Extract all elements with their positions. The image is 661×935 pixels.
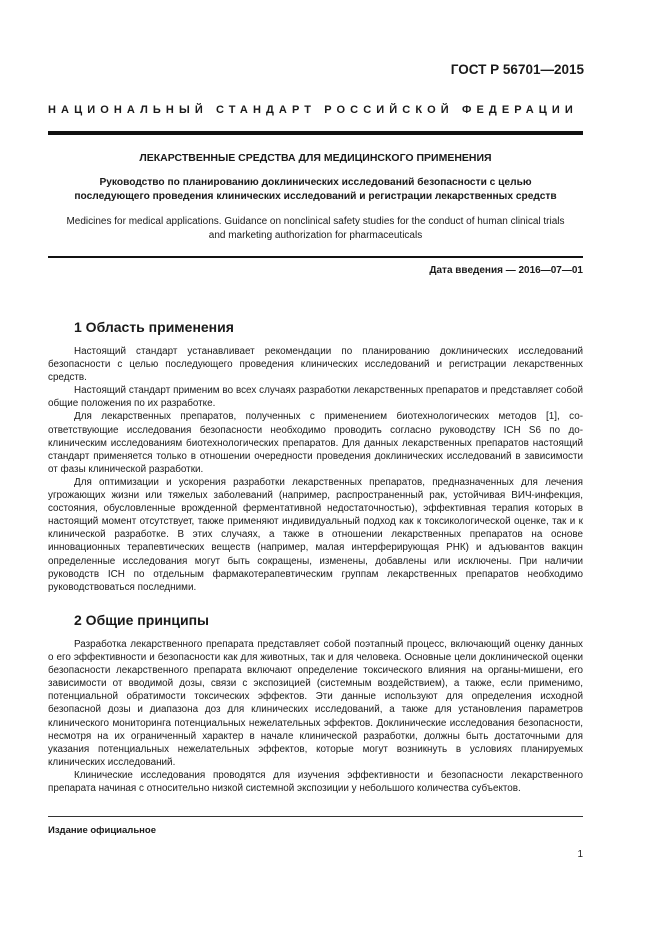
section-heading: 2 Общие принципы xyxy=(74,612,210,628)
paragraph: Настоящий стандарт применим во всех случаях разработки лекарственных препаратов и представляет собой общие положения по их разработке. xyxy=(48,385,583,410)
paragraph: Клинические исследования проводятся для изучения эффективности и безопасности лекарственного препарата начиная с относительно низкой системной экспозиции у небольшого количества субъектов. xyxy=(48,769,583,795)
english-title xyxy=(48,215,583,243)
title-divider xyxy=(48,256,583,258)
english-title-line: and marketing authorization for pharmaceuticals xyxy=(208,230,423,241)
header-divider xyxy=(48,131,583,135)
paragraph: Для оптимизации и ускорения разработки лекарственных препаратов, предназначенных для лечения угрожающих жизни или тяжелых заболеваний (например, распространенный рак, устойчивая ВИЧ-инфекция, состояния, обусловленные врожденной ферментативной недостаточностью), эффективная терапия которых в настоящий момент отсутствует, также применяют индивидуальный подход как к токсикологической оценке, так и к клинической разработке. В этих случаях, а также в отношении лекарственных препаратов на основе инновационных терапевтических веществ (например, малая интерферирующая РНК) и адъювантов вакцин определенные исследования могут быть сокращены, изменены, добавлены или исключены. При наличии руководств ICH по отдельным фармакотерапевтическим группам лекарственных препаратов необходимо руководствоваться последними. xyxy=(48,476,583,593)
english-title-line: Medicines for medical applications. Guidance on nonclinical safety studies for the conduct of human clinical trials xyxy=(66,216,565,227)
document-subtitle xyxy=(48,176,583,204)
official-edition-label: Издание официальное xyxy=(48,825,156,836)
paragraph: Для лекарственных препаратов, полученных с применением биотехнологических методов [1], соответствующие исследования безопасности необходимо проводить согласно руководству ICH S6 по доклиническим исследованиям биотехнологических препаратов. Для данных лекарственных препаратов настоящий стандарт применяется только в отношении очередности проведения доклинических исследований в зависимости от фазы клинической разработки. xyxy=(48,411,583,475)
document-title: ЛЕКАРСТВЕННЫЕ СРЕДСТВА ДЛЯ МЕДИЦИНСКОГО ПРИМЕНЕНИЯ xyxy=(139,152,492,164)
paragraph: Настоящий стандарт устанавливает рекомендации по планированию доклинических исследований безопасности с целью последующего проведения клинических исследований и регистрации лекарственных средств. xyxy=(48,346,583,384)
national-standard-banner: НАЦИОНАЛЬНЫЙ СТАНДАРТ РОССИЙСКОЙ ФЕДЕРАЦИИ xyxy=(48,104,578,116)
page-number: 1 xyxy=(577,849,583,860)
paragraph: Разработка лекарственного препарата представляет собой поэтапный процесс, включающий оценку данных о его эффективности и безопасности как для животных, так и для человека. Основные цели доклинической оценки безопасности лекарственного препарата включают определение токсического влияния на органы-мишени, его зависимости от вводимой дозы, связи с экспозицией (системным воздействием), а также, если применимо, потенциальной обратимости токсических эффектов. Эти данные используют для определения исходной безопасной дозы и диапазона доз для клинических исследований, а также для установления параметров клинического мониторинга потенциальных нежелательных эффектов. Доклинические исследования безопасности, несмотря на их ограниченный характер в начале клинической разработки, должны быть достаточными для указания потенциальных нежелательных эффектов, которые могут возникнуть в условиях планируемых клинических исследований. xyxy=(48,639,583,768)
standard-id: ГОСТ Р 56701—2015 xyxy=(450,62,584,77)
introduction-date: Дата введения — 2016—07—01 xyxy=(429,265,583,276)
section-general-principles xyxy=(48,612,583,795)
section-scope xyxy=(48,319,583,594)
section-heading: 1 Область применения xyxy=(74,319,234,335)
footer-divider xyxy=(48,816,583,817)
subtitle-line: Руководство по планированию доклинических исследований безопасности с целью xyxy=(99,177,532,188)
subtitle-line: последующего проведения клинических исследований и регистрации лекарственных средств xyxy=(74,191,557,202)
